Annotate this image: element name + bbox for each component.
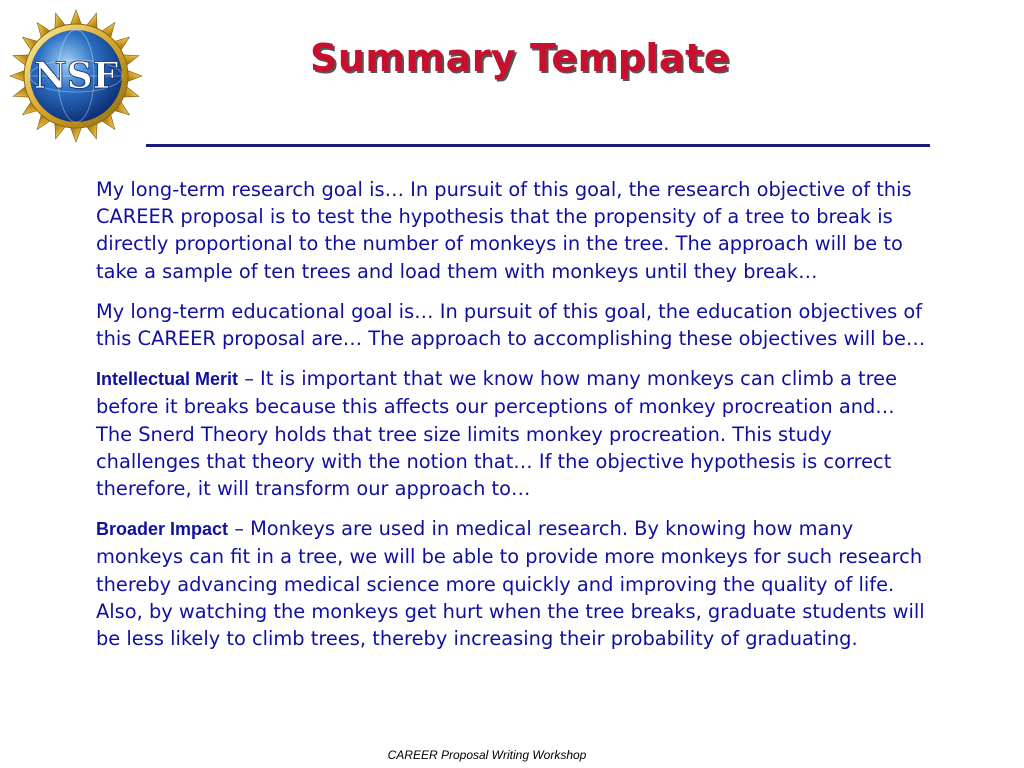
education-paragraph [96,298,932,352]
slide-footer: CAREER Proposal Writing Workshop [387,748,587,762]
nsf-seal-icon [8,8,144,144]
intellectual-merit-paragraph [96,365,932,502]
intellectual-merit-text: – It is important that we know how many monkeys can climb a tree before it breaks because this affects our perceptions of monkey procreation and… The Snerd Theory holds that tree size limits monkey procreation. This study challenges that theory with the notion that… If the objective hypothesis is correct therefore, it will transform our approach to… [96,367,898,501]
nsf-logo [8,8,144,144]
broader-impact-text: – Monkeys are used in medical research. By knowing how many monkeys can fit in a tree, we will be able to provide more monkeys for such research thereby advancing medical science more quickly and improving the quality of life. Also, by watching the monkeys get hurt when the tree breaks, graduate students will be less likely to climb trees, thereby increasing their probability of graduating. [96,517,925,651]
education-text: My long-term educational goal is… In pursuit of this goal, the education objectives of this CAREER proposal are… The approach to accomplishing these objectives will be… [96,299,926,351]
research-text: My long-term research goal is… In pursuit of this goal, the research objective of this CAREER proposal is to test the hypothesis that the propensity of a tree to break is directly proportional to the number of monkeys in the tree. The approach will be to take a sample of ten trees and load them with monkeys until they break… [96,178,912,283]
research-paragraph [96,176,932,285]
summary-body [96,176,932,665]
title-divider [146,144,930,147]
nsf-logo-text: NSF [33,55,119,97]
broader-impact-label: Broader Impact [96,519,229,540]
broader-impact-paragraph [96,515,932,652]
intellectual-merit-label: Intellectual Merit [96,369,239,390]
slide-title: Summary Template [309,36,731,80]
